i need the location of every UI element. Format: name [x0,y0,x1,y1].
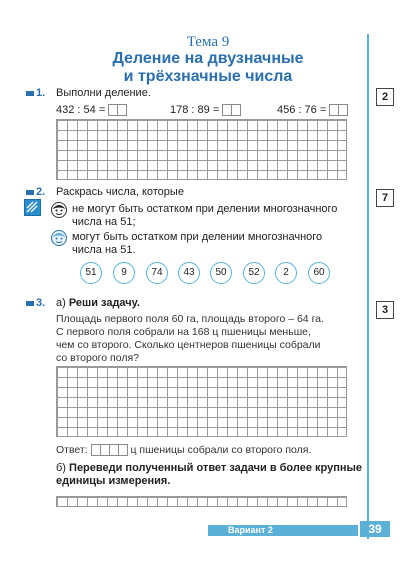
margin-line [367,34,369,539]
page-title [0,50,416,86]
number-circle-51[interactable]: 51 [80,262,102,284]
task3-score-box: 3 [376,301,394,319]
face-light-icon [51,230,67,246]
task3-part-b-grid[interactable] [56,496,347,507]
task3-part-a-heading: а) Реши задачу. [56,297,140,309]
task3-answer-line: Ответ: ц пшеницы собрали со второго поля. [56,444,312,456]
page-title-line1: Деление на двузначные [112,50,304,67]
task1-number: 1. [26,87,45,99]
task2-condition-1: не могут быть остатком при делении многозначного числа на 51; [72,203,338,228]
task3-work-grid[interactable] [56,366,347,437]
task1-work-grid[interactable] [56,119,347,180]
number-circle-9[interactable]: 9 [113,262,135,284]
number-circle-74[interactable]: 74 [146,262,168,284]
task3-problem-text: Площадь первого поля 60 га, площадь второго – 64 га. С первого поля собрали на 168 ц пшеницы меньше, чем со второго. Сколько центнеров пшеницы собрали со второго поля? [56,313,324,364]
task3-part-b: б) Переведи полученный ответ задачи в более крупные единицы измерения. [56,462,363,487]
task1-score-box: 2 [376,88,394,106]
topic-label: Тема 9 [186,34,230,50]
task1-equation-1: 432 : 54 = [56,104,127,116]
face-dark-icon [51,202,67,218]
number-circle-60[interactable]: 60 [308,262,330,284]
number-circle-43[interactable]: 43 [178,262,200,284]
answer-cell[interactable] [231,104,241,116]
page-number: 39 [360,521,390,537]
task2-instruction: Раскрась числа, которые [56,186,184,198]
task1-equation-2: 178 : 89 = [170,104,241,116]
pencil-hatch-icon [24,199,41,216]
number-circle-2[interactable]: 2 [275,262,297,284]
number-circle-52[interactable]: 52 [243,262,265,284]
task2-condition-2: могут быть остатком при делении многозначного числа на 51. [72,231,323,256]
answer-cell[interactable] [118,444,128,456]
task1-equation-3: 456 : 76 = [277,104,348,116]
task2-score-box: 7 [376,189,394,207]
page-title-line2: и трёхзначные числа [123,68,293,85]
task1-instruction: Выполни деление. [56,87,151,99]
variant-label: Вариант 2 [228,525,273,535]
number-circle-50[interactable]: 50 [210,262,232,284]
task3-number: 3. [26,297,45,309]
answer-cell[interactable] [117,104,127,116]
answer-cell[interactable] [338,104,348,116]
task2-number: 2. [26,186,45,198]
